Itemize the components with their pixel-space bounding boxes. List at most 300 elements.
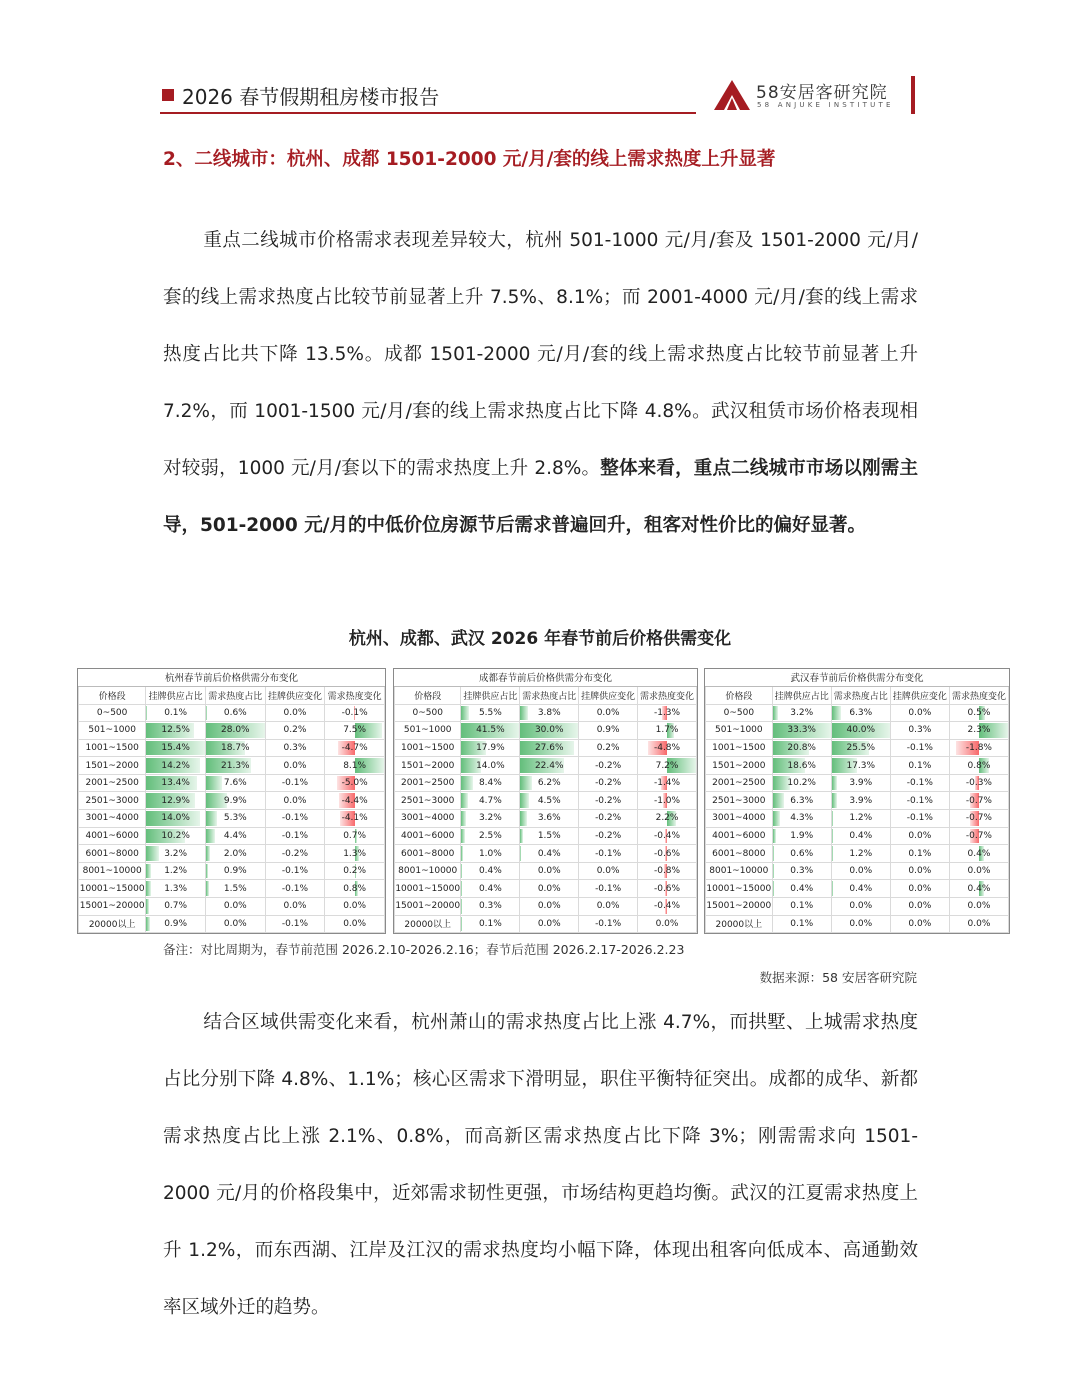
value-cell [461,774,520,792]
data-bar [832,846,834,861]
column-header: 挂牌供应占比 [772,686,831,704]
cell-text: 10.2% [161,830,190,841]
cell-text: 7.6% [223,778,247,789]
table-row [706,845,1009,863]
value-cell [831,810,890,828]
value-cell [205,722,265,740]
data-bar [773,864,774,879]
cell-text: 0.0% [655,918,679,929]
value-cell [638,845,697,863]
price-range-cell [79,739,146,757]
value-cell [890,722,949,740]
value-cell [949,898,1008,916]
value-cell [265,722,325,740]
value-cell [831,704,890,722]
cell-text: 0.0% [967,866,991,877]
value-cell [146,845,206,863]
cell-text: 14.2% [161,760,190,771]
data-bar [461,829,464,844]
value-cell [325,862,385,880]
page-header [160,72,920,122]
cell-text: 0.4% [537,848,561,859]
cell-text: 20.8% [787,742,816,753]
value-cell [146,792,206,810]
table-row [395,880,697,898]
cell-text: 6001~8000 [85,848,139,859]
value-cell [949,810,1008,828]
value-cell [949,757,1008,775]
data-bar [773,811,780,826]
data-source: 数据来源：58 安居客研究院 [759,970,917,985]
value-cell [325,792,385,810]
cell-text: -0.1% [281,918,309,929]
cell-text: 0~500 [412,707,443,718]
cell-text: 2501~3000 [712,795,766,806]
value-cell [325,915,385,933]
value-cell [146,704,206,722]
value-cell [890,774,949,792]
value-cell [831,739,890,757]
value-cell [205,880,265,898]
column-header: 挂牌供应占比 [146,686,206,704]
data-bar [773,846,774,861]
value-cell [772,792,831,810]
cell-text: 0.0% [223,918,247,929]
cell-text: 3.2% [478,813,502,824]
cell-text: -0.1% [281,830,309,841]
paragraph-1-bold: 整体来看，重点二线城市市场以刚需主导，501-2000 元/月的中低价位房源节后需求普遍回升，租客对性价比的偏好显著。 [163,458,918,536]
cell-text: 0.2% [596,742,620,753]
data-bar [520,793,529,808]
value-cell [831,915,890,933]
cell-text: 0.0% [596,866,620,877]
table-row [79,862,385,880]
price-range-cell [706,739,773,757]
cell-text: 15001~20000 [706,901,772,912]
cell-text: -0.1% [281,883,309,894]
data-bar [461,811,465,826]
data-bar [773,706,779,721]
cell-text: 10001~15000 [79,883,145,894]
cell-text: -0.1% [341,707,368,718]
cell-text: -0.2% [595,830,622,841]
cell-text: 20000以上 [404,920,452,931]
cell-text: 0.8% [967,760,991,771]
data-bar [206,864,208,879]
price-range-cell [395,792,461,810]
value-cell [638,792,697,810]
cell-text: 0.0% [537,883,561,894]
value-cell [461,915,520,933]
cell-text: 21.3% [221,760,250,771]
price-range-cell [706,757,773,775]
cell-text: -4.7% [341,742,368,753]
value-cell [949,722,1008,740]
cell-text: 25.5% [846,742,876,753]
cell-text: 2.2% [655,813,679,824]
cell-text: 1.5% [537,830,561,841]
price-range-cell [706,915,773,933]
table-row [706,722,1009,740]
table-row [706,704,1009,722]
price-range-cell [706,722,773,740]
cell-text: 2501~3000 [85,795,139,806]
cell-text: -0.1% [906,778,933,789]
value-cell [520,739,579,757]
price-range-cell [395,862,461,880]
value-cell [265,845,325,863]
paragraph-1 [163,212,918,554]
data-bar [832,811,834,826]
cell-text: 15001~20000 [395,901,461,912]
value-cell [949,845,1008,863]
value-cell [949,774,1008,792]
value-cell [949,792,1008,810]
value-cell [520,862,579,880]
value-cell [461,792,520,810]
value-cell [638,898,697,916]
value-cell [205,757,265,775]
logo-cn-text: 58安居客研究院 [756,83,888,103]
price-range-cell [395,739,461,757]
cell-text: 15.4% [161,742,190,753]
value-cell [205,810,265,828]
value-cell [831,845,890,863]
value-cell [772,810,831,828]
value-cell [890,704,949,722]
value-cell [325,757,385,775]
price-range-cell [79,704,146,722]
column-header: 价格段 [706,686,773,704]
cell-text: -0.2% [595,813,622,824]
cell-text: -1.3% [653,707,681,718]
price-range-cell [79,792,146,810]
value-cell [325,810,385,828]
cell-text: 0.0% [908,883,932,894]
value-cell [638,915,697,933]
value-cell [461,739,520,757]
cell-text: 6.3% [849,707,873,718]
value-cell [579,880,638,898]
value-cell [325,739,385,757]
cell-text: 3.6% [537,813,561,824]
table-row [395,739,697,757]
table-row [395,774,697,792]
cell-text: -1.0% [653,795,681,806]
cell-text: 8001~10000 [709,866,769,877]
cell-text: 22.4% [534,760,564,771]
cell-text: 0.5% [967,707,991,718]
price-range-cell [706,845,773,863]
value-cell [461,810,520,828]
cell-text: 0.1% [790,901,814,912]
value-cell [205,845,265,863]
table-row [79,827,385,845]
value-cell [265,774,325,792]
cell-text: 1501~2000 [712,760,766,771]
price-range-cell [395,704,461,722]
column-header: 价格段 [395,686,461,704]
value-cell [265,862,325,880]
logo-triangle-icon [712,78,752,112]
value-cell [772,757,831,775]
cell-text: 0.4% [478,866,502,877]
cell-text: 0.0% [596,707,620,718]
data-bar [773,881,774,896]
cell-text: 14.0% [161,813,190,824]
table-row [706,880,1009,898]
cell-text: 0.3% [478,901,502,912]
value-cell [205,862,265,880]
data-bar [146,864,151,879]
cell-text: 13.4% [161,778,190,789]
cell-text: 4.3% [790,813,814,824]
cell-text: 0.1% [908,760,932,771]
cell-text: 7.2% [655,760,679,771]
price-range-cell [79,827,146,845]
price-range-cell [79,880,146,898]
cell-text: -4.1% [341,813,368,824]
data-bar [461,846,462,861]
cell-text: 0.9% [596,725,620,736]
cell-text: 0.3% [790,866,814,877]
value-cell [146,810,206,828]
value-cell [579,722,638,740]
value-cell [831,827,890,845]
value-cell [831,722,890,740]
cell-text: 0.0% [283,901,307,912]
cell-text: 10001~15000 [706,883,772,894]
value-cell [890,827,949,845]
table-row [79,739,385,757]
cell-text: 0.0% [283,707,307,718]
data-bar [206,706,207,721]
table-row [706,757,1009,775]
value-cell [579,757,638,775]
cell-text: 1.0% [478,848,502,859]
report-title: 2026 春节假期租房楼市报告 [182,85,440,109]
cell-text: 2501~3000 [401,795,455,806]
cell-text: 40.0% [846,725,876,736]
price-range-cell [706,704,773,722]
data-bar [146,881,151,896]
column-header: 需求热度占比 [205,686,265,704]
cell-text: 30.0% [534,725,564,736]
cell-text: 4.7% [478,795,502,806]
price-range-cell [706,898,773,916]
value-cell [831,862,890,880]
value-cell [638,739,697,757]
cell-text: 2001~2500 [712,778,766,789]
cell-text: -0.1% [595,848,622,859]
cell-text: 1.3% [343,848,367,859]
cell-text: -0.1% [595,918,622,929]
value-cell [146,757,206,775]
value-cell [638,722,697,740]
data-bar [461,776,473,791]
value-cell [205,792,265,810]
column-header: 挂牌供应变化 [890,686,949,704]
cell-text: 15001~20000 [79,901,145,912]
value-cell [579,739,638,757]
cell-text: 3.8% [537,707,561,718]
value-cell [146,862,206,880]
cell-text: 3.9% [849,795,873,806]
paragraph-2-text: 结合区域供需变化来看，杭州萧山的需求热度占比上涨 4.7%，而拱墅、上城需求热度占比分别下降 4.8%、1.1%；核心区需求下滑明显，职住平衡特征突出。成都的成华、新都需求热度占比上涨 2.1%、0.8%，而高新区需求热度占比下降 3%；刚需需求向 1501-2000 元/月的价格段集中，近郊需求韧性更强，市场结构更趋均衡。武汉的江夏需求热度上升 1.2%，而东西湖、江岸及江汉的需求热度均小幅下降，体现出租客向低成本、高通勤效率区域外迁的趋势。 [163,1012,918,1318]
value-cell [265,827,325,845]
value-cell [579,845,638,863]
price-range-cell [395,774,461,792]
price-range-cell [79,898,146,916]
table-row [79,915,385,933]
cell-text: 1501~2000 [85,760,139,771]
cell-text: 0.2% [283,725,307,736]
value-cell [205,898,265,916]
cell-text: 0.0% [908,918,932,929]
value-cell [949,862,1008,880]
cell-text: 3001~4000 [712,813,766,824]
table-row [395,757,697,775]
value-cell [831,898,890,916]
price-range-cell [706,774,773,792]
value-cell [772,898,831,916]
cell-text: -4.8% [653,742,681,753]
cell-text: 0.0% [537,901,561,912]
value-cell [325,774,385,792]
cell-text: -0.2% [595,795,622,806]
value-cell [949,704,1008,722]
table-caption: 杭州春节前后价格供需分布变化 [79,669,385,686]
cell-text: 3.9% [849,778,873,789]
cell-text: 5.3% [223,813,247,824]
value-cell [265,898,325,916]
cell-text: 1001~1500 [85,742,139,753]
value-cell [579,898,638,916]
cell-text: 8.4% [478,778,502,789]
value-cell [146,774,206,792]
cell-text: 0.9% [223,866,247,877]
cell-text: 4.4% [223,830,247,841]
cell-text: 0.0% [849,901,873,912]
cell-text: 18.6% [787,760,816,771]
table-row [79,757,385,775]
cell-text: 3.2% [164,848,188,859]
value-cell [325,845,385,863]
cell-text: 1.9% [790,830,814,841]
data-bar [832,706,841,721]
cell-text: 1.7% [655,725,679,736]
cell-text: 0.0% [967,901,991,912]
value-cell [890,810,949,828]
cell-text: 0.0% [343,901,367,912]
price-range-cell [79,810,146,828]
cell-text: 0.1% [478,918,502,929]
cell-text: 0.6% [790,848,814,859]
data-bar [832,793,838,808]
cell-text: -0.8% [653,866,681,877]
table-caption: 武汉春节前后价格供需分布变化 [706,669,1009,686]
value-cell [831,774,890,792]
value-cell [325,827,385,845]
cell-text: -0.1% [595,883,622,894]
cell-text: 1.2% [849,848,873,859]
data-bar [520,829,523,844]
paragraph-2 [163,994,918,1336]
table-row [706,915,1009,933]
table-row [395,898,697,916]
table-row [395,862,697,880]
price-range-cell [395,810,461,828]
table-row [79,722,385,740]
price-range-cell [79,722,146,740]
value-cell [520,827,579,845]
table-row [706,810,1009,828]
table-row [395,704,697,722]
data-bar [520,776,532,791]
table-row [79,810,385,828]
cell-text: 28.0% [221,725,250,736]
data-bar [146,846,158,861]
value-cell [265,739,325,757]
table-row [706,862,1009,880]
cell-text: 4001~6000 [712,830,766,841]
value-cell [890,862,949,880]
value-cell [146,827,206,845]
value-cell [265,915,325,933]
cell-text: 0~500 [723,707,755,718]
cell-text: 6.2% [537,778,561,789]
cell-text: 10001~15000 [395,883,461,894]
value-cell [265,792,325,810]
table-row [706,774,1009,792]
cell-text: 0.6% [223,707,247,718]
cell-text: -0.2% [281,848,309,859]
column-header: 需求热度变化 [638,686,697,704]
table-hangzhou [77,668,386,934]
value-cell [772,774,831,792]
cell-text: -0.4% [653,830,681,841]
data-bar [520,706,527,721]
cell-text: 0.0% [849,866,873,877]
value-cell [461,704,520,722]
cell-text: 0.0% [283,760,307,771]
column-header: 需求热度变化 [325,686,385,704]
value-cell [461,757,520,775]
cell-text: 0.4% [790,883,814,894]
figure-note: 备注：对比周期为，春节前范围 2026.2.10-2026.2.16；春节后范围 2026.2.17-2026.2.23 [163,942,685,957]
price-range-cell [79,774,146,792]
data-bar [461,881,462,896]
cell-text: 0.4% [849,830,873,841]
value-cell [638,757,697,775]
value-cell [772,862,831,880]
table-row [79,792,385,810]
column-header: 挂牌供应变化 [265,686,325,704]
price-range-cell [79,845,146,863]
value-cell [265,704,325,722]
value-cell [461,827,520,845]
table-row [395,792,697,810]
cell-text: 1.3% [164,883,188,894]
figure-title: 杭州、成都、武汉 2026 年春节前后价格供需变化 [348,629,732,649]
cell-text: 0.4% [967,883,991,894]
cell-text: 1.2% [849,813,873,824]
table-row [79,774,385,792]
cell-text: -0.1% [281,778,309,789]
cell-text: 0.4% [967,848,991,859]
cell-text: 33.3% [787,725,816,736]
cell-text: 20000以上 [88,920,136,931]
